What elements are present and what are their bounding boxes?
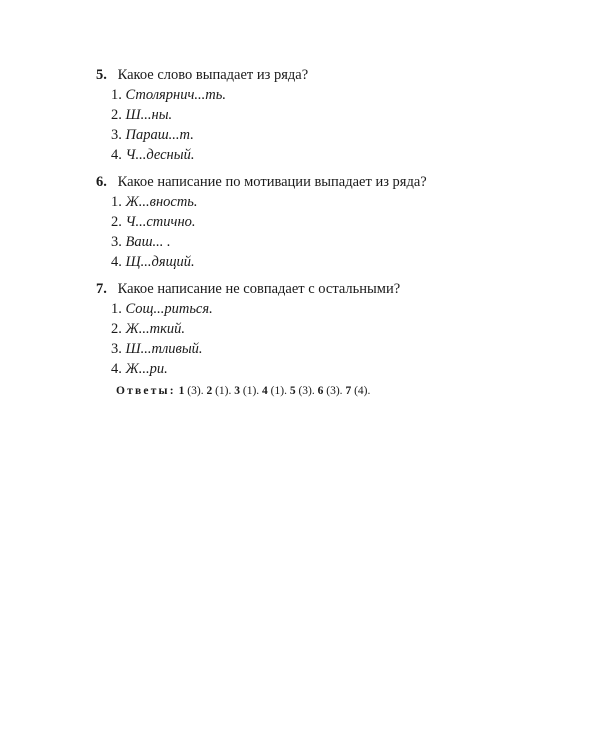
option-number: 3. (111, 127, 122, 143)
option-word: Ч...стично. (125, 214, 196, 230)
question-number: 5. (96, 67, 107, 83)
option-number: 3. (111, 234, 122, 250)
option-word: Столярнич...ть. (125, 87, 226, 103)
answer-value: (4). (354, 385, 371, 397)
option-number: 4. (111, 361, 122, 377)
option-word: Ваш... . (125, 234, 171, 250)
question-number: 7. (96, 281, 107, 297)
answer-number: 5 (289, 385, 296, 397)
option-number: 1. (111, 301, 122, 317)
option-word: Ж...вность. (125, 194, 198, 210)
option-number: 2. (111, 321, 122, 337)
option-word: Щ...дящий. (125, 254, 195, 270)
answers-line (116, 383, 370, 399)
answer-value: (1). (215, 385, 232, 397)
option-5-1 (111, 86, 226, 104)
question-number: 6. (96, 174, 107, 190)
answer-number: 1 (178, 385, 185, 397)
answer-number: 4 (262, 385, 268, 397)
option-5-2 (111, 106, 172, 124)
answer-number: 7 (345, 385, 352, 397)
option-7-1 (111, 300, 213, 318)
answer-number: 6 (317, 385, 324, 397)
answer-value: (3). (326, 385, 343, 397)
option-number: 3. (111, 341, 122, 357)
option-word: Ч...десный. (125, 147, 195, 163)
question-5 (96, 66, 308, 84)
option-number: 4. (111, 147, 122, 163)
option-number: 2. (111, 214, 122, 230)
question-text: Какое написание не совпадает с остальными? (117, 281, 401, 297)
option-5-3 (111, 126, 194, 144)
option-word: Ш...ны. (125, 107, 173, 123)
option-7-2 (111, 320, 185, 338)
option-6-4 (111, 253, 195, 271)
option-number: 1. (111, 87, 122, 103)
option-word: Параш...т. (125, 127, 194, 143)
question-6 (96, 173, 427, 191)
option-number: 4. (111, 254, 122, 270)
option-word: Ж...ри. (125, 361, 168, 377)
option-6-1 (111, 193, 198, 211)
option-number: 2. (111, 107, 122, 123)
option-word: Сощ...риться. (125, 301, 213, 317)
option-5-4 (111, 146, 194, 164)
answer-value: (1). (242, 385, 260, 397)
answers-title: Ответы: (116, 385, 176, 397)
option-7-3 (111, 340, 203, 358)
option-word: Ш...тливый. (125, 341, 203, 357)
answer-value: (3). (298, 385, 315, 397)
option-word: Ж...ткий. (125, 321, 186, 337)
answer-value: (1). (270, 385, 287, 397)
answer-value: (3). (187, 385, 204, 397)
option-7-4 (111, 360, 168, 378)
option-6-3 (111, 233, 171, 251)
answer-number: 3 (234, 385, 240, 397)
option-6-2 (111, 213, 196, 231)
question-7 (96, 280, 400, 298)
option-number: 1. (111, 194, 122, 210)
answer-number: 2 (206, 385, 213, 397)
question-text: Какое слово выпадает из ряда? (117, 67, 309, 83)
question-text: Какое написание по мотивации выпадает из ряда? (117, 174, 427, 190)
